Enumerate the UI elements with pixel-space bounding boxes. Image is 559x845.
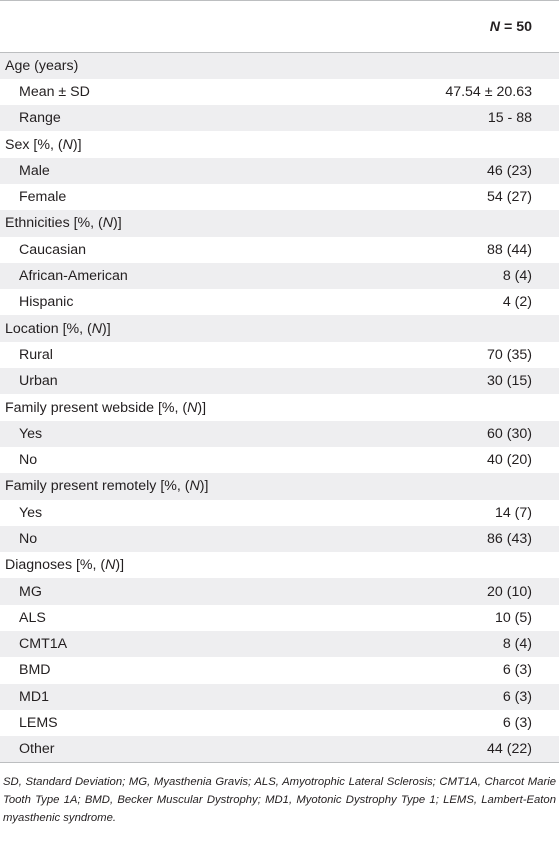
- row-value: 6 (3): [502, 715, 532, 732]
- table-row: [0, 368, 559, 394]
- row-value: 86 (43): [487, 530, 532, 547]
- row-value: 10 (5): [494, 609, 532, 626]
- row-value: 30 (15): [487, 373, 532, 390]
- table-row: [0, 263, 559, 289]
- row-label: No: [19, 530, 38, 547]
- row-label: Hispanic: [19, 294, 74, 311]
- row-label: Rural: [19, 346, 53, 363]
- row-label: Yes: [19, 504, 43, 521]
- header-n-symbol: N: [489, 18, 501, 35]
- row-value: 54 (27): [487, 189, 532, 206]
- table-row: [0, 736, 559, 762]
- table-section-row: [0, 552, 559, 578]
- table-row: [0, 184, 559, 210]
- row-value: 46 (23): [487, 162, 532, 179]
- table-row: [0, 447, 559, 473]
- row-value: [362, 473, 559, 499]
- row-label: Female: [19, 189, 67, 206]
- row-label: Male: [19, 162, 50, 179]
- table-row: [0, 289, 559, 315]
- row-value: 44 (22): [362, 736, 559, 762]
- row-label: Mean ± SD: [19, 83, 90, 100]
- table-row: [0, 500, 559, 526]
- section-label: Sex [%, (N)]: [5, 136, 82, 153]
- table-row: [0, 158, 559, 184]
- table-section-row: [0, 131, 559, 157]
- row-label: Yes: [19, 425, 43, 442]
- row-value: 8 (4): [502, 268, 532, 285]
- table-row: [0, 578, 559, 604]
- row-value: 6 (3): [502, 688, 532, 705]
- section-label: Diagnoses [%, (N)]: [5, 557, 125, 574]
- table-row: [0, 710, 559, 736]
- row-label: African-American: [19, 268, 128, 285]
- row-label: CMT1A: [19, 636, 68, 653]
- table-row: [0, 342, 559, 368]
- row-value: 8 (4): [502, 636, 532, 653]
- header-blank-cell: [0, 1, 362, 53]
- section-label: Family present remotely [%, (N)]: [5, 478, 209, 495]
- row-label: Caucasian: [19, 241, 87, 258]
- row-label: BMD: [19, 662, 51, 679]
- row-value: 20 (10): [487, 583, 532, 600]
- table-row: [0, 79, 559, 105]
- table-section-row: [0, 210, 559, 236]
- section-label: Location [%, (N)]: [5, 320, 111, 337]
- row-label: LEMS: [19, 715, 58, 732]
- table-footnote: SD, Standard Deviation; MG, Myasthenia Gravis; ALS, Amyotrophic Lateral Sclerosis; CMT1A, Charcot Marie Tooth Type 1A; BMD, Becker Muscular Dystrophy; MD1, Myotonic Dystrophy Type 1; LEMS, Lambert-Eaton myasthenic syndrome.: [3, 776, 556, 825]
- row-label: MG: [19, 583, 42, 600]
- row-value: 70 (35): [487, 346, 532, 363]
- row-label: Urban: [19, 373, 58, 390]
- row-label: ALS: [19, 609, 46, 626]
- table-section-row: [0, 473, 559, 499]
- table-section-row: [0, 315, 559, 341]
- row-value: 6 (3): [502, 662, 532, 679]
- table-row: [0, 421, 559, 447]
- row-label: MD1: [19, 688, 49, 705]
- header-n-cell: [362, 1, 559, 53]
- row-value: [362, 394, 559, 420]
- table-section-row: [0, 53, 559, 79]
- table-row: [0, 105, 559, 131]
- table-row: [0, 684, 559, 710]
- row-value: 47.54 ± 20.63: [445, 83, 532, 100]
- row-label: No: [19, 452, 38, 469]
- table-row: [0, 526, 559, 552]
- section-label: Ethnicities [%, (N)]: [5, 215, 122, 232]
- row-value: [362, 53, 559, 79]
- row-value: 4 (2): [502, 294, 532, 311]
- row-value: [362, 315, 559, 341]
- row-value: 14 (7): [494, 504, 532, 521]
- table-row: [0, 237, 559, 263]
- row-label: Range: [19, 110, 61, 127]
- row-label: Other: [0, 736, 362, 762]
- table-row: [0, 631, 559, 657]
- table-header-row: [0, 1, 559, 53]
- table-section-row: [0, 394, 559, 420]
- row-value: 88 (44): [487, 241, 532, 258]
- table-body: [0, 53, 559, 763]
- section-label: Age (years): [5, 57, 79, 74]
- table-row: [0, 657, 559, 683]
- table-row: [0, 605, 559, 631]
- row-value: [362, 552, 559, 578]
- row-value: 15 - 88: [487, 110, 532, 127]
- row-value: [362, 131, 559, 157]
- row-value: [362, 210, 559, 236]
- header-n-value: = 50: [503, 18, 532, 35]
- row-value: 40 (20): [487, 452, 532, 469]
- row-value: 60 (30): [487, 425, 532, 442]
- section-label: Family present webside [%, (N)]: [5, 399, 207, 416]
